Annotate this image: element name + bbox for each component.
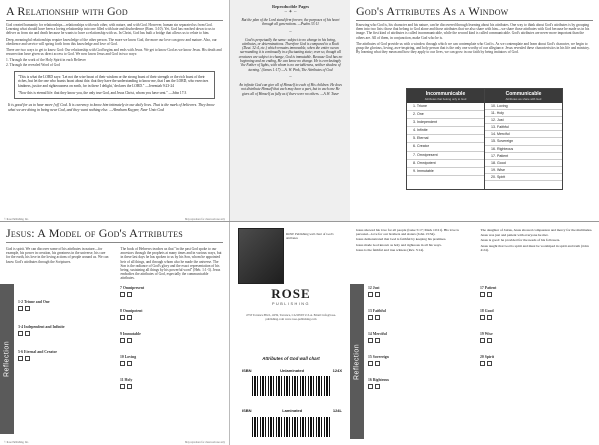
list-item: 7. Omnipresent	[407, 152, 484, 160]
wall-chart-thumbnail	[238, 228, 284, 284]
section-title: Jesus: A Model of God's Attributes	[6, 226, 223, 243]
logo-subtext: PUBLISHING	[272, 302, 310, 306]
barcode	[252, 417, 330, 437]
checkbox[interactable]	[18, 356, 23, 361]
reflection-item: 13 Faithful	[368, 309, 386, 313]
isbn-label: ISBN	[242, 368, 252, 373]
reflection-column	[120, 286, 224, 389]
footer-right: May reproduce for classroom use only	[185, 218, 225, 221]
panel-relationship	[0, 0, 229, 222]
section-title: A Relationship with God	[6, 4, 223, 21]
checkbox[interactable]	[127, 315, 132, 320]
incommunicable-column	[407, 89, 485, 189]
list-item: 9. Immutable	[407, 168, 484, 176]
checkbox[interactable]	[368, 361, 373, 366]
checkbox[interactable]	[120, 384, 125, 389]
checkbox[interactable]	[368, 338, 373, 343]
panel-jesus-model	[0, 222, 229, 445]
list-item: Jesus is good: he provided for the needs of his followers.	[480, 238, 561, 243]
barcode	[252, 376, 330, 396]
list-item: Jesus made God known as holy and righteous in all his ways.	[356, 242, 442, 247]
paragraph: Deep, meaningful relationships require knowledge of the other person. The more we know God, the more our love can grow and mature. Also, our obedience and service will spring forth from this knowledge and love of God.	[6, 37, 217, 46]
checkbox[interactable]	[375, 292, 380, 297]
divider-ornament: ~	[289, 74, 292, 80]
communicable-column	[485, 89, 562, 189]
quote-text: "Now this is eternal life: that they know you, the only true God, and Jesus Christ, whom you have sent." —John 17:3	[18, 91, 187, 96]
reflection-item: 19 Wise	[480, 332, 493, 336]
scripture-quote: But the plan of the Lord stand firm forever, the purposes of his heart through all generations. —Psalm 33:11	[241, 18, 340, 27]
wall-chart-caption: ROSE Publishing wall chart of God's attributes	[286, 232, 334, 240]
list-item: 14. Merciful	[485, 131, 562, 138]
list-item: 16. Righteous	[485, 146, 562, 153]
list-item: Jesus is the faithful and true witness (Rev. 3:14).	[356, 247, 425, 252]
reflection-item: 11 Holy	[120, 378, 133, 382]
footer-right: May reproduce for classroom use only	[185, 441, 225, 444]
reflection-item: 14 Merciful	[368, 332, 387, 336]
checkbox[interactable]	[480, 315, 485, 320]
checkbox[interactable]	[487, 361, 492, 366]
section-title: God's Attributes As a Window	[356, 4, 593, 21]
checkbox[interactable]	[127, 361, 132, 366]
page-footer	[4, 441, 225, 444]
footer-left: © Rose Publishing, Inc.	[4, 218, 29, 221]
scripture-quote-box	[14, 71, 215, 100]
checkbox[interactable]	[25, 356, 30, 361]
quote-tozer: An infinite God can give all of Himself to each of His children. He does not distribute Himself that each may have a part, but to each one He gives all of Himself as fully as if there were no others. —A.W. Tozer	[239, 82, 342, 96]
checkbox[interactable]	[487, 292, 492, 297]
isbn-type: Unlaminated	[280, 368, 305, 373]
reflection-item: 10 Loving	[120, 355, 137, 359]
isbn-code: 124L	[332, 408, 342, 413]
reflection-item: 8 Omnipotent	[120, 309, 143, 313]
checkbox[interactable]	[375, 315, 380, 320]
list-item: Jesus showed his love for all people (Luke 5:17; Mark 10:21). His love is personal—love for our brothers and sisters (John 13:34).	[356, 228, 459, 237]
checkbox[interactable]	[487, 315, 492, 320]
checkbox[interactable]	[120, 315, 125, 320]
column-subheader: Attributes that belong only to God	[407, 97, 484, 103]
reflection-item: 9 Immutable	[120, 332, 141, 336]
reflection-column	[368, 286, 478, 389]
checkbox[interactable]	[120, 292, 125, 297]
reflection-item: 20 Spirit	[480, 355, 495, 359]
list-item: The daughter of Jairus, Jesus showed compassion and mercy for the multitudes.	[480, 228, 593, 232]
ways-list	[6, 58, 223, 66]
list-item: 2. One	[407, 111, 484, 119]
list-item: 18. Good	[485, 160, 562, 167]
checkbox[interactable]	[368, 315, 373, 320]
reflection-item: 17 Patient	[480, 286, 497, 290]
checkbox[interactable]	[375, 338, 380, 343]
checkbox[interactable]	[127, 384, 132, 389]
closing-quote: It is good for us to hear more [of] God. It is currency to know him intimately in our daily lives. That is the mark of believers. They know what we are doing in being near God, and they want nothing else. —Abraham Kuyper, Near Unto God	[8, 103, 215, 113]
reflection-section	[350, 284, 599, 439]
checkbox[interactable]	[127, 292, 132, 297]
checkbox[interactable]	[25, 306, 30, 311]
checkbox[interactable]	[480, 292, 485, 297]
paragraph: The attributes of God provide us with a window through which we can contemplate who God is. As we contemplate and learn about God's character, we begin to grasp the glorious, loving, awe-inspiring, and holy person that is the only one worthy of our allegiance. Jesus revealed these characteristics in his life and ministry. By learning what they mean and how they apply to our lives, we can grow in our faith by being imitators of God.	[356, 41, 590, 55]
list-item: Jesus demonstrated that God is faithful by keeping his promises.	[356, 237, 447, 242]
panel-back-cover	[229, 222, 352, 445]
column-header: Communicable	[485, 89, 562, 97]
attributes-table	[406, 88, 563, 190]
publisher-info: 4733 Torrance Blvd., #259, Torrance, CA 90503 U.S.A. Email: info@rose-publishing.com www.rose-publishing.com	[245, 313, 337, 321]
list-item: 19. Wise	[485, 167, 562, 174]
list-item: 2. Through the revealed Word of God	[6, 62, 60, 67]
reflection-section	[0, 284, 229, 434]
checkbox[interactable]	[18, 331, 23, 336]
isbn-row	[242, 368, 342, 373]
checkbox[interactable]	[375, 361, 380, 366]
list-item: 10. Loving	[485, 103, 562, 110]
checkbox[interactable]	[18, 306, 23, 311]
checkbox[interactable]	[120, 361, 125, 366]
reflection-item: 3-4 Independent and Infinite	[18, 325, 65, 329]
checkbox[interactable]	[127, 338, 132, 343]
reflection-item: 16 Righteous	[368, 378, 389, 382]
bullet-list	[356, 228, 469, 253]
list-item: 1. Triune	[407, 103, 484, 111]
column-header: Incommunicable	[407, 89, 484, 97]
isbn-label: ISBN	[242, 408, 252, 413]
list-item: 12. Just	[485, 117, 562, 124]
reflection-label: Reflection	[350, 284, 364, 439]
logo-text: ROSE	[271, 286, 311, 301]
list-item: 17. Patient	[485, 153, 562, 160]
reflection-item: 7 Omnipresent	[120, 286, 145, 290]
list-item: 3. Independent	[407, 119, 484, 127]
checkbox[interactable]	[368, 384, 373, 389]
checkbox[interactable]	[368, 292, 373, 297]
checkbox[interactable]	[480, 338, 485, 343]
wall-chart-title: Attributes of God wall chart	[262, 356, 320, 361]
list-item: 1. Through the work of the Holy Spirit in each Believer	[6, 58, 86, 63]
isbn-type: Laminated	[282, 408, 303, 413]
paragraph: There are two ways to get to know God: Our relationship with God begins and ends with Jesus. We get to know God as we know Jesus. His death and resurrection have given us direct access to God. We now know Jesus and God in two ways:	[6, 48, 222, 57]
reflection-item: 5-6 Eternal and Creator	[18, 350, 58, 354]
checkbox[interactable]	[375, 384, 380, 389]
reflection-column	[480, 286, 594, 366]
reflection-item: 12 Just	[368, 286, 380, 290]
footer-left: © Rose Publishing, Inc.	[4, 441, 29, 444]
panel-attributes-window	[350, 0, 599, 222]
list-item: Jesus taught that God is spirit and must be worshiped in spirit and truth (John 4:24).	[480, 243, 589, 252]
isbn-code: 124X	[332, 368, 342, 373]
reflection-label: Reflection	[0, 284, 14, 434]
checkbox[interactable]	[120, 338, 125, 343]
divider-ornament: ~	[289, 29, 292, 35]
reflection-item: 1-2 Triune and One	[18, 300, 50, 304]
list-item: 8. Omnipotent	[407, 160, 484, 168]
list-item: 4. Infinite	[407, 127, 484, 135]
list-item: 15. Sovereign	[485, 138, 562, 145]
section-title: Reproducible Pages	[271, 4, 310, 9]
isbn-row	[242, 408, 342, 413]
paragraph: God is spirit. We can discover some of his attributes in nature—for example, his power in creation, his greatness in the universe, his care for the earth, his love in the loving actions of people around us. We can know God's attributes through the Scriptures.	[6, 247, 109, 264]
list-item: 6. Creator	[407, 143, 484, 151]
column-subheader: Attributes we share with God	[485, 97, 562, 103]
divider-ornament: ~ ✦ ~	[284, 10, 297, 15]
bullet-list	[481, 228, 594, 253]
publisher-logo	[254, 286, 328, 306]
checkbox[interactable]	[480, 361, 485, 366]
checkbox[interactable]	[487, 338, 492, 343]
intro-paragraph: God created humanity for relationships—relationships with each other, with nature, and with God. However, human sin separated us from God. Learning what should have been a loving relationship into one filled with hate and disobedience (Rom. 3:10). Yet, God has reached down to us to deliver us from sin and death because he wants to have a relationship with us. In Christ, God has built a bridge that allows us to relate to him.	[6, 23, 216, 36]
list-item: 20. Spirit	[485, 174, 562, 181]
paragraph: The book of Hebrews teaches us that "in the past God spoke to our ancestors through the prophets at many times and in various ways, but in these last days he has spoken to us by his Son, whom he appointed heir of all things, and through whom also he made the universe. The Son is the radiance of God's glory and the exact representation of his being, sustaining all things by his powerful word" (Heb. 1:1-3). Jesus embodies the attributes of God, especially the communicable attributes.	[120, 247, 222, 281]
reflection-column	[18, 286, 118, 361]
list-item: Jesus was just and patient with everyone he met.	[480, 233, 549, 238]
list-item: 11. Holy	[485, 110, 562, 117]
list-item: 5. Eternal	[407, 135, 484, 143]
quote-pink: God is perpetually the same: subject to no change in his being, attributes, or determinations. Therefore God is compared to a Rock (Deut. 32:4, etc.) which remains immovable, when the entire ocean surrounding it is continually in a fluctuating state; even so, though all creatures are subject to change, God is immutable. Because God has no beginning and no ending, He can know no change. He is everlastingly 'the Father of lights, with whom is no variableness, neither shadow of turning.' (James 1:17) —A. W. Pink, The Attributes of God	[238, 37, 343, 72]
paragraph: Knowing who God is, his character and his nature, can be discovered through learning about his attributes. One way to think about God's attributes is by grouping them into two lists: those that belong to God alone and those attributes that we also share with him—we share those attributes with God because he made us in his image. The first kind of attributes is called incommunicable, while the second kind is called communicable. God's attributes are never more important than the others are. All of them, in conjunction, make God who he is.	[356, 23, 590, 40]
reflection-item: 18 Good	[480, 309, 494, 313]
reflection-item: 15 Sovereign	[368, 355, 389, 359]
checkbox[interactable]	[25, 331, 30, 336]
list-item: 13. Faithful	[485, 124, 562, 131]
panel-reflection-continued	[350, 222, 599, 445]
quote-text: "This is what the LORD says: 'Let not the wise boast of their wisdom or the strong boast of their strength or the rich boast of their riches, but let the one who boasts boast about this: that they have the understanding to know me, that I am the LORD, who exercises kindness, justice and righteousness on earth, for in these I delight,' declares the LORD." —Jeremiah 9:23-24	[18, 74, 209, 88]
panel-reproducible	[229, 0, 352, 222]
